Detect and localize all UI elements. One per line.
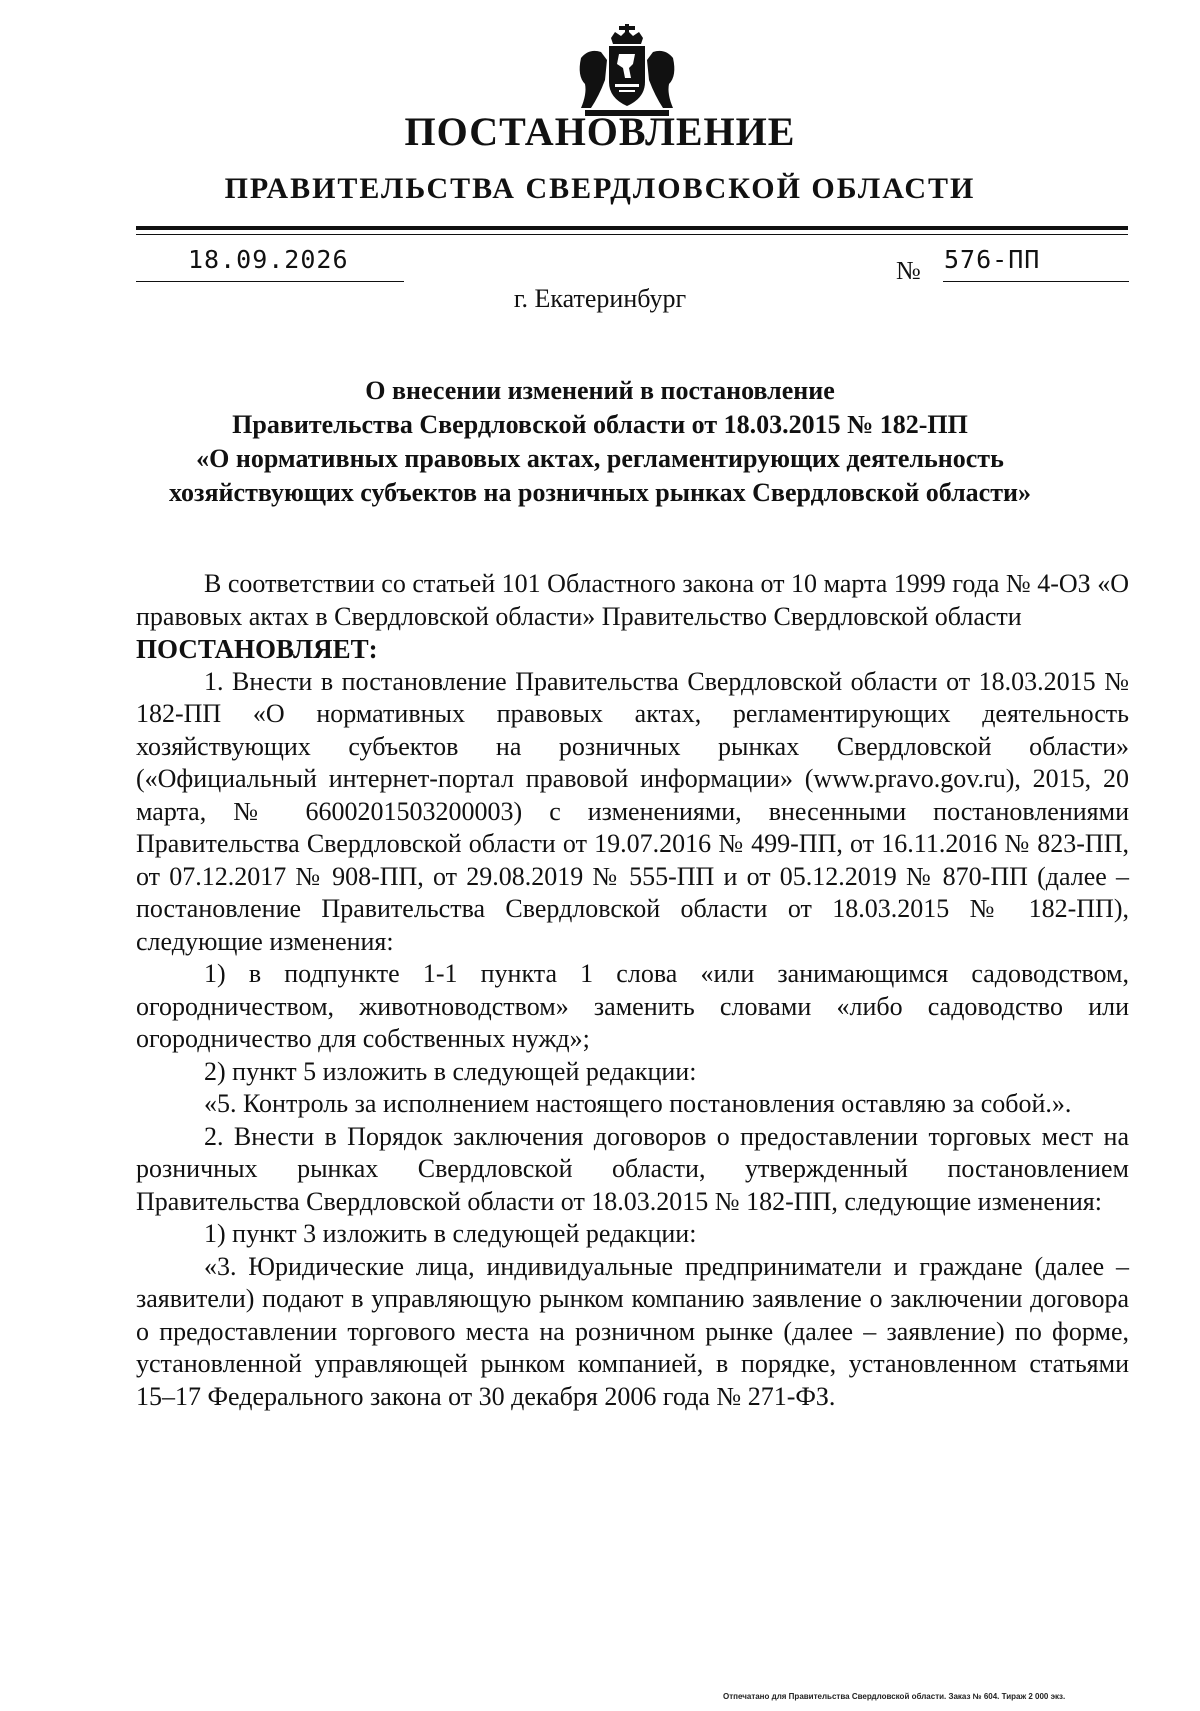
document-number: 576-ПП [944, 245, 1041, 274]
body-paragraph: 1. Внести в постановление Правительства Свердловской области от 18.03.2015 № 182-ПП «О нормативных правовых актах, регламентирующих деятельность хозяйствующих субъектов на розничных рынках Свердловской области» («Официальный интернет-портал правовой информации» (www.pravo.gov.ru), 2015, 20 марта, № 6600201503200003) с изменениями, внесенными постановлениями Правительства Свердловской области от 19.07.2016 № 499-ПП, от 16.11.2016 № 823-ПП, от 07.12.2017 № 908-ПП, от 29.08.2019 № 555-ПП и от 05.12.2019 № 870-ПП (далее – постановление Правительства Свердловской области от 18.03.2015 № 182-ПП), следующие изменения: [136, 666, 1129, 956]
number-sign: № [896, 256, 921, 285]
resolves-heading: ПОСТАНОВЛЯЕТ: [136, 634, 378, 664]
document-title [100, 374, 1100, 510]
body-paragraph: 2) пункт 5 изложить в следующей редакции: [204, 1056, 697, 1086]
document-type-heading: ПОСТАНОВЛЕНИЕ [404, 109, 796, 154]
coat-of-arms-icon [571, 24, 683, 120]
number-underline [943, 281, 1129, 282]
body-paragraph: 2. Внести в Порядок заключения договоров о предоставлении торговых мест на розничных рынках Свердловской области, утвержденный постановлением Правительства Свердловской области от 18.03.2015 № 182-ПП, следующие изменения: [136, 1121, 1129, 1216]
header-divider-thin [136, 234, 1128, 235]
city-name: г. Екатеринбург [513, 284, 687, 313]
issuer-heading: ПРАВИТЕЛЬСТВА СВЕРДЛОВСКОЙ ОБЛАСТИ [224, 172, 976, 205]
document-body [136, 568, 1129, 1413]
print-footer: Отпечатано для Правительства Свердловской области. Заказ № 604. Тираж 2 000 экз. [723, 1692, 1066, 1701]
preamble-paragraph: В соответствии со статьей 101 Областного закона от 10 марта 1999 года № 4-ОЗ «О правовых актах в Свердловской области» Правительство Свердловской области [136, 569, 1129, 631]
title-line: Правительства Свердловской области от 18.03.2015 № 182-ПП [232, 410, 968, 439]
date-underline [136, 281, 404, 282]
body-paragraph: 1) в подпункте 1-1 пункта 1 слова «или занимающимся садоводством, огородничеством, животноводством» заменить словами «либо садоводство или огородничество для собственных нужд»; [136, 959, 1129, 1053]
title-line: О внесении изменений в постановление [365, 376, 835, 405]
title-line: «О нормативных правовых актах, регламентирующих деятельность [196, 444, 1004, 473]
document-date: 18.09.2026 [188, 245, 349, 274]
header-divider-thick [136, 226, 1128, 230]
body-paragraph: «5. Контроль за исполнением настоящего постановления оставляю за собой.». [204, 1089, 1072, 1118]
body-paragraph: 1) пункт 3 изложить в следующей редакции: [204, 1219, 697, 1248]
title-line: хозяйствующих субъектов на розничных рынках Свердловской области» [169, 478, 1031, 507]
body-paragraph: «3. Юридические лица, индивидуальные предприниматели и граждане (далее – заявители) подают в управляющую рынком компанию заявление о заключении договора о предоставлении торгового места на розничном рынке (далее – заявление) по форме, установленной управляющей рынком компанией, в порядке, установленном статьями 15–17 Федерального закона от 30 декабря 2006 года № 271-ФЗ. [136, 1251, 1129, 1411]
